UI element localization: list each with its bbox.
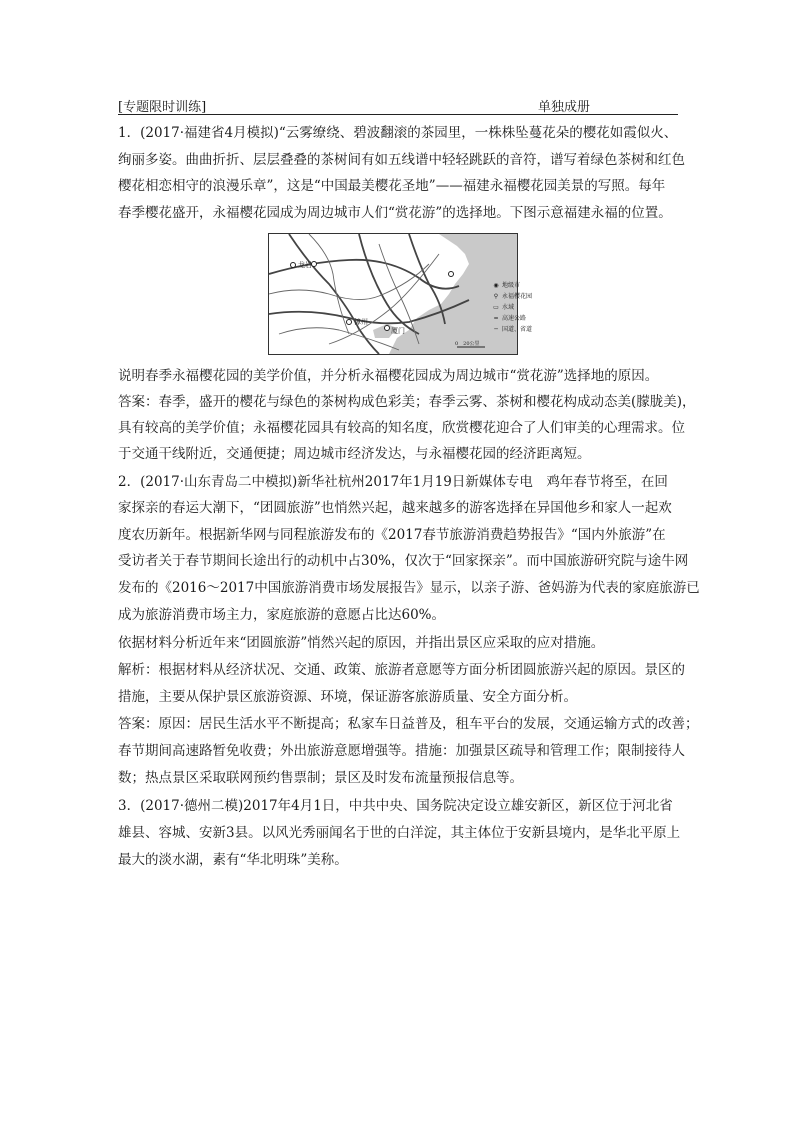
text-line: 发布的《2016～2017中国旅游消费市场发展报告》显示，以亲子游、爸妈游为代表的家庭旅游已 [118,580,700,596]
legend-item: ═ 高速公路 [490,313,532,324]
text-line: 依据材料分析近年来“团圆旅游”悄然兴起的原因，并指出景区应采取的应对措施。 [118,635,605,651]
highway-symbol-icon: ═ [494,315,498,322]
pin-symbol-icon: ⚲ [493,293,499,300]
text-line: 说明春季永福樱花园的美学价值，并分析永福樱花园成为周边城市“赏花游”选择地的原因。 [118,368,659,384]
booklet-label: 单独成册 [538,100,591,115]
city-label-longyan: 龙岩 [298,261,312,269]
text-line: 樱花相恋相守的浪漫乐章”，这是“中国最美樱花圣地”——福建永福樱花园美景的写照。每年 [118,178,666,194]
location-map [268,233,518,355]
section-tag: [专题限时训练] [118,100,207,115]
text-line: 措施，主要从保护景区旅游资源、环境，保证游客旅游质量、安全方面分析。 [118,689,577,705]
city-label-xiamen: 厦门 [391,327,405,335]
highway [289,234,379,354]
city-marker [385,326,390,331]
scale-label: 0 20公里 [455,341,480,347]
legend-item: ─ 国道、省道 [490,324,532,335]
text-line: 答案：春季，盛开的樱花与绿色的茶树构成色彩美；春季云雾、茶树和樱花构成动态美(朦胧美)， [118,394,696,410]
text-line: 雄县、容城、安新3县。以风光秀丽闻名于世的白洋淀，其主体位于安新县境内，是华北平原上 [118,825,681,841]
text-line: 受访者关于春节期间长途出行的动机中占30%，仅次于“回家探亲”。而中国旅游研究院与途牛网 [118,553,689,569]
city-marker [449,272,454,277]
text-line: 最大的淡水湖，素有“华北明珠”美称。 [118,852,348,868]
text-line: 2．(2017·山东青岛二中模拟)新华社杭州2017年1月19日新媒体专电 鸡年春节将至，在回 [118,474,668,490]
text-line: 于交通干线附近，交通便捷；周边城市经济发达，与永福樱花园的经济距离短。 [118,446,591,462]
city-marker [291,263,296,268]
text-line: 具有较高的美学价值；永福樱花园具有较高的知名度，欣赏樱花迎合了人们审美的心理需求。位 [118,420,685,436]
map-legend [490,280,532,335]
legend-item: ▭ 水域 [490,302,532,313]
text-line: 度农历新年。根据新华网与同程旅游发布的《2017春节旅游消费趋势报告》“国内外旅游”在 [118,527,666,543]
legend-item: ⚲ 永福樱花园 [490,291,532,302]
text-line: 1．(2017·福建省4月模拟)“云雾缭绕、碧波翻滚的茶园里，一株株坠蔓花朵的樱花如霞似火、 [118,125,678,141]
text-line: 绚丽多姿。曲曲折折、层层叠叠的茶树间有如五线谱中轻轻跳跃的音符，谱写着绿色茶树和红色 [118,152,685,168]
text-line: 3．(2017·德州二模)2017年4月1日，中共中央、国务院决定设立雄安新区，新区位于河北省 [118,798,673,814]
text-line: 成为旅游消费市场主力，家庭旅游的意愿占比达60%。 [118,607,446,623]
text-line: 家探亲的春运大潮下，“团圆旅游”也悄然兴起，越来越多的游客选择在异国他乡和家人一起欢 [118,500,672,516]
city-marker [347,320,352,325]
text-line: 春季樱花盛开，永福樱花园成为周边城市人们“赏花游”的选择地。下图示意福建永福的位置。 [118,205,672,221]
text-line: 解析：根据材料从经济状况、交通、政策、旅游者意愿等方面分析团圆旅游兴起的原因。景区的 [118,662,685,678]
page-header [118,96,678,115]
text-line: 答案：原因：居民生活水平不断提高；私家车日益普及，租车平台的发展，交通运输方式的改善； [118,716,699,732]
map-drawing [269,234,517,354]
text-line: 数；热点景区采取联网预约售票制；景区及时发布流量预报信息等。 [118,770,523,786]
legend-item: ◉ 地级市 [490,280,532,291]
city-symbol-icon: ◉ [493,282,499,289]
city-label-zhangzhou: 漳州 [354,318,368,326]
water-symbol-icon: ▭ [493,304,499,311]
yongfu-garden-marker [312,262,317,267]
text-line: 春节期间高速路暂免收费；外出旅游意愿增强等。措施：加强景区疏导和管理工作；限制接待人 [118,743,685,759]
road-symbol-icon: ─ [494,326,498,333]
